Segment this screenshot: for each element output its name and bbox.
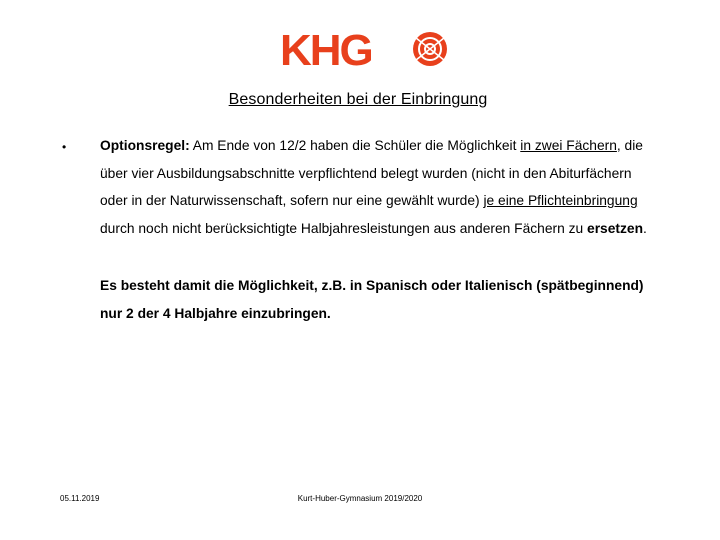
page-title: Besonderheiten bei der Einbringung (228, 91, 488, 108)
svg-text:KHG: KHG (280, 28, 372, 70)
footer-date: 05.11.2019 (60, 494, 100, 503)
bullet-marker: • (62, 140, 67, 154)
underlined-segment: in zwei Fächern (520, 138, 617, 153)
option-rule-paragraph (100, 132, 660, 242)
footer-school: Kurt-Huber-Gymnasium 2019/2020 (297, 494, 423, 503)
text-segment: , die über vier Ausbildungsabschnitte verpflichtend belegt wurden (nicht in den Abiturfächern oder in der Naturwissenschaft, sofern nur eine gewählt wurde) (100, 138, 643, 209)
underlined-segment: je eine Pflichteinbringung (483, 193, 638, 209)
khg-logo (280, 28, 458, 70)
option-rule-label: Optionsregel: (100, 138, 190, 153)
khg-logo-image (280, 28, 458, 70)
text-segment: Am Ende von 12/2 haben die Schüler die Möglichkeit (189, 138, 521, 153)
text-segment: . (643, 220, 647, 236)
example-paragraph: Es besteht damit die Möglichkeit, z.B. in Spanisch oder Italienisch (spätbeginnend) nur 2 der 4 Halbjahre einzubringen. (100, 278, 644, 321)
bold-segment: ersetzen (587, 220, 643, 236)
text-segment: durch noch nicht berücksichtigte Halbjahresleistungen aus anderen Fächern zu (100, 220, 588, 236)
